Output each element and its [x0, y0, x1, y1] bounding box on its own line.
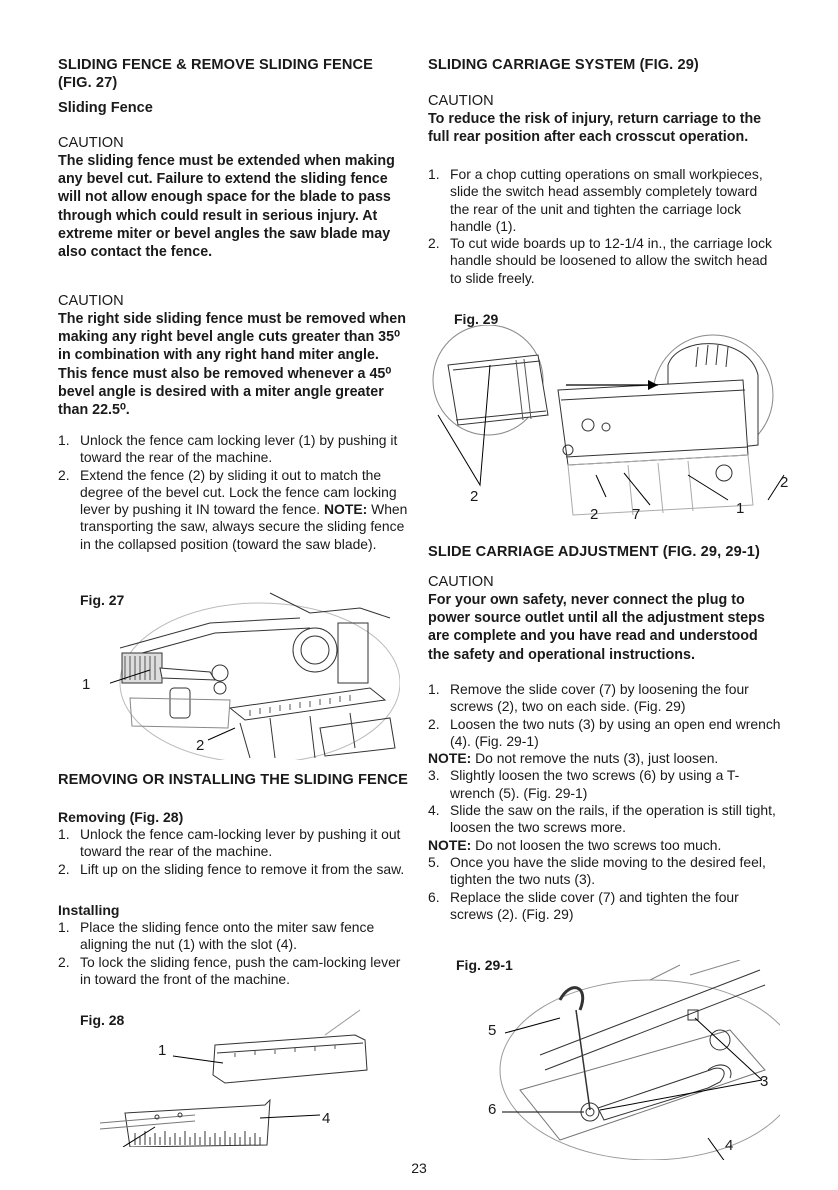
note-line: NOTE: Do not loosen the two screws too much. — [428, 836, 722, 853]
list-item: 1. Remove the slide cover (7) by loosening the four screws (2), two on each side. (Fig. 29) — [428, 681, 749, 715]
list-item: 2. Lift up on the sliding fence to remove it from the saw. — [58, 860, 405, 877]
figure-29-illustration — [428, 325, 798, 525]
section-title-sliding-fence: SLIDING FENCE & REMOVE SLIDING FENCE (FIG. 27) — [58, 57, 373, 91]
fig27-callout-1: 1 — [82, 676, 91, 693]
list-item: 1. Unlock the fence cam locking lever (1) by pushing it toward the rear of the machine. — [58, 432, 398, 466]
figure-27-illustration — [110, 588, 400, 760]
fig29-callout-1: 1 — [736, 500, 745, 517]
list-item: 2. To cut wide boards up to 12-1/4 in., the carriage lock handle should be loosened to allow the switch head to slide freely. — [428, 235, 772, 286]
fig29-1-callout-4: 4 — [725, 1137, 734, 1154]
caution-heading-1: CAUTION — [58, 135, 124, 151]
list-item: 4. Slide the saw on the rails, if the operation is still tight, loosen the two screws more. — [428, 802, 776, 836]
removing-steps — [58, 826, 408, 878]
list-item: 1. Unlock the fence cam-locking lever by pushing it out toward the rear of the machine. — [58, 826, 401, 860]
list-item: 6. Replace the slide cover (7) and tighten the four screws (2). (Fig. 29) — [428, 888, 739, 922]
figure-27-label: Fig. 27 — [80, 592, 125, 608]
fig29-callout-7: 7 — [632, 506, 641, 523]
list-item: 2. Extend the fence (2) by sliding it out to match the degree of the bevel cut. Lock the fence cam locking lever by pushing it IN toward the fence. NOTE: When transporting the saw, always secure the sliding fence in the collapsed position (toward the saw blade). — [58, 466, 408, 552]
list-item: 5. Once you have the slide moving to the desired feel, tighten the two nuts (3). — [428, 853, 766, 888]
list-item: 2. To lock the sliding fence, push the cam-locking lever in toward the front of the machine. — [58, 953, 401, 987]
removing-heading: Removing (Fig. 28) — [58, 809, 184, 825]
sliding-fence-steps — [58, 432, 408, 553]
figure-29-1-illustration — [480, 960, 780, 1160]
caution-heading-2: CAUTION — [58, 293, 124, 309]
subtitle-sliding-fence: Sliding Fence — [58, 100, 153, 116]
section-title-removing-installing: REMOVING OR INSTALLING THE SLIDING FENCE — [58, 772, 408, 788]
list-item: 2. Loosen the two nuts (3) by using an open end wrench (4). (Fig. 29-1) — [428, 715, 781, 749]
page-number: 23 — [411, 1160, 427, 1176]
caution-text-3: To reduce the risk of injury, return carriage to the full rear position after each crosscut operation. — [428, 111, 762, 146]
fig29-callout-2-left: 2 — [470, 488, 479, 505]
adjustment-steps — [428, 681, 783, 923]
section-title-slide-carriage-adjustment: SLIDE CARRIAGE ADJUSTMENT (FIG. 29, 29-1) — [428, 544, 760, 560]
fig29-1-callout-5: 5 — [488, 1022, 497, 1039]
figure-28-illustration — [95, 1005, 395, 1147]
list-item: 1. Place the sliding fence onto the miter saw fence aligning the nut (1) with the slot (4). — [58, 919, 375, 953]
fig29-1-callout-3: 3 — [760, 1073, 769, 1090]
fig27-callout-2: 2 — [196, 737, 205, 754]
installing-steps — [58, 919, 408, 988]
fig29-callout-2-right: 2 — [780, 474, 789, 491]
carriage-steps — [428, 166, 780, 287]
installing-heading: Installing — [58, 902, 120, 918]
figure-29-1-label: Fig. 29-1 — [456, 957, 513, 973]
list-item: 3. Slightly loosen the two screws (6) by using a T-wrench (5). (Fig. 29-1) — [428, 767, 740, 801]
note-line: NOTE: Do not remove the nuts (3), just loosen. — [428, 750, 719, 767]
fig28-callout-4: 4 — [322, 1110, 331, 1127]
list-item: 1. For a chop cutting operations on small workpieces, slide the switch head assembly completely toward the rear of the unit and tighten the carriage lock handle (1). — [428, 166, 763, 234]
fig28-callout-1: 1 — [158, 1042, 167, 1059]
section-title-sliding-carriage: SLIDING CARRIAGE SYSTEM (FIG. 29) — [428, 57, 699, 73]
note-label: NOTE: — [324, 501, 368, 518]
caution-heading-4: CAUTION — [428, 574, 494, 590]
caution-text-2: The right side sliding fence must be removed when making any right bevel angle cuts greater than 35⁰ in combination with any right hand miter angle. This fence must also be removed whenever a 45⁰ bevel angle is desired with a miter angle greater than 22.5⁰. — [58, 311, 406, 419]
figure-29-label: Fig. 29 — [454, 311, 499, 327]
caution-heading-3: CAUTION — [428, 93, 494, 109]
caution-text-4: For your own safety, never connect the plug to power source outlet until all the adjustment steps are complete and you have read and understood the safety and operational instructions. — [428, 592, 765, 663]
figure-28-label: Fig. 28 — [80, 1012, 125, 1028]
fig29-1-callout-6: 6 — [488, 1101, 497, 1118]
fig29-callout-2-mid: 2 — [590, 506, 599, 523]
caution-text-1: The sliding fence must be extended when making any bevel cut. Failure to extend the sliding fence will not allow enough space for the blade to pass through which could result in serious injury. At extreme miter or bevel angles the saw blade may also contact the fence. — [58, 153, 395, 261]
